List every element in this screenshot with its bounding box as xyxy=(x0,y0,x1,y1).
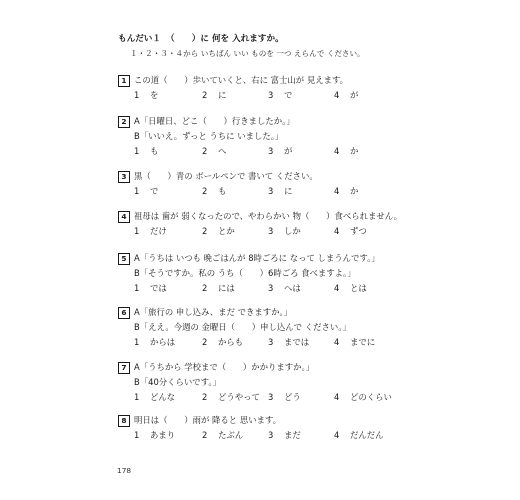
options xyxy=(118,224,478,239)
question-stem: A「うちから 学校まで（ ）かかりますか。」 xyxy=(134,362,315,372)
question-number: 6 xyxy=(118,307,130,319)
options xyxy=(118,144,478,159)
question-stem: A「旅行の 申し込み、まだ できますか。」 xyxy=(134,307,293,317)
option-4[interactable]: 4 か xyxy=(334,146,359,156)
question-number: 5 xyxy=(118,253,130,265)
option-1[interactable]: 1 どんな xyxy=(134,392,176,402)
option-1[interactable]: 1 だけ xyxy=(134,226,167,236)
question-stem: A「日曜日、どこ（ ）行きましたか。」 xyxy=(134,116,295,126)
option-2[interactable]: 2 とか xyxy=(202,226,235,236)
option-1[interactable]: 1 で xyxy=(134,186,159,196)
option-4[interactable]: 4 までに xyxy=(334,337,376,347)
option-2[interactable]: 2 からも xyxy=(202,337,244,347)
option-1[interactable]: 1 を xyxy=(134,90,159,100)
options xyxy=(118,390,478,405)
options xyxy=(118,335,478,350)
question-stem: 明日は（ ）雨が 降ると 思います。 xyxy=(134,415,282,425)
option-3[interactable]: 3 までは xyxy=(268,337,310,347)
problem-title-text: （ ）に 何を 入れますか。 xyxy=(165,34,284,44)
options xyxy=(118,88,478,103)
option-3[interactable]: 3 が xyxy=(268,146,293,156)
option-1[interactable]: 1 も xyxy=(134,146,159,156)
option-4[interactable]: 4 とは xyxy=(334,283,367,293)
option-4[interactable]: 4 どのくらい xyxy=(334,392,392,402)
question-number: 4 xyxy=(118,211,130,223)
question-stem-2: B「40分くらいです。」 xyxy=(134,377,221,387)
option-2[interactable]: 2 たぶん xyxy=(202,430,244,440)
question-1 xyxy=(118,73,478,103)
question-5 xyxy=(118,251,478,296)
option-3[interactable]: 3 しか xyxy=(268,226,301,236)
options xyxy=(118,428,478,443)
question-3 xyxy=(118,169,478,199)
question-7 xyxy=(118,360,478,405)
question-number: 7 xyxy=(118,362,130,374)
option-1[interactable]: 1 あまり xyxy=(134,430,176,440)
option-2[interactable]: 2 どうやって xyxy=(202,392,260,402)
question-number: 1 xyxy=(118,75,130,87)
option-4[interactable]: 4 だんだん xyxy=(334,430,384,440)
option-3[interactable]: 3 に xyxy=(268,186,293,196)
question-stem-2: B「ええ。今週の 金曜日（ ）申し込んで ください。」 xyxy=(134,322,351,332)
problem-title-label: もんだい１ xyxy=(118,34,161,44)
question-stem: 祖母は 歯が 弱くなったので、やわらかい 物（ ）食べられません。 xyxy=(134,211,402,221)
option-2[interactable]: 2 には xyxy=(202,283,235,293)
option-3[interactable]: 3 で xyxy=(268,90,293,100)
option-3[interactable]: 3 どう xyxy=(268,392,301,402)
problem-title xyxy=(118,33,478,46)
option-3[interactable]: 3 まだ xyxy=(268,430,301,440)
options xyxy=(118,184,478,199)
option-1[interactable]: 1 からは xyxy=(134,337,176,347)
question-number: 3 xyxy=(118,171,130,183)
options xyxy=(118,281,478,296)
question-number: 8 xyxy=(118,415,130,427)
question-stem-2: B「そうですか。私の うち（ ）6時ごろ 食べますよ。」 xyxy=(134,268,356,278)
option-2[interactable]: 2 も xyxy=(202,186,227,196)
option-3[interactable]: 3 へは xyxy=(268,283,301,293)
option-4[interactable]: 4 か xyxy=(334,186,359,196)
option-2[interactable]: 2 に xyxy=(202,90,227,100)
option-4[interactable]: 4 が xyxy=(334,90,359,100)
option-2[interactable]: 2 へ xyxy=(202,146,227,156)
question-4 xyxy=(118,209,478,239)
option-4[interactable]: 4 ずつ xyxy=(334,226,367,236)
question-stem-2: B「いいえ。ずっと うちに いました。」 xyxy=(134,131,284,141)
option-1[interactable]: 1 では xyxy=(134,283,167,293)
question-number: 2 xyxy=(118,116,130,128)
question-6 xyxy=(118,305,478,350)
question-stem: この道（ ）歩いていくと、右に 富士山が 見えます。 xyxy=(134,75,349,85)
problem-header xyxy=(118,33,478,60)
page-number: 178 xyxy=(117,466,132,475)
question-2 xyxy=(118,114,478,159)
question-stem: 黒（ ）青の ボールペンで 書いて ください。 xyxy=(134,171,318,181)
question-stem: A「うちは いつも 晩ごはんが 8時ごろに なって しまうんです。」 xyxy=(134,253,380,263)
problem-instruction: １・２・３・４から いちばん いい ものを 一つ えらんで ください。 xyxy=(130,49,365,58)
question-8 xyxy=(118,413,478,443)
